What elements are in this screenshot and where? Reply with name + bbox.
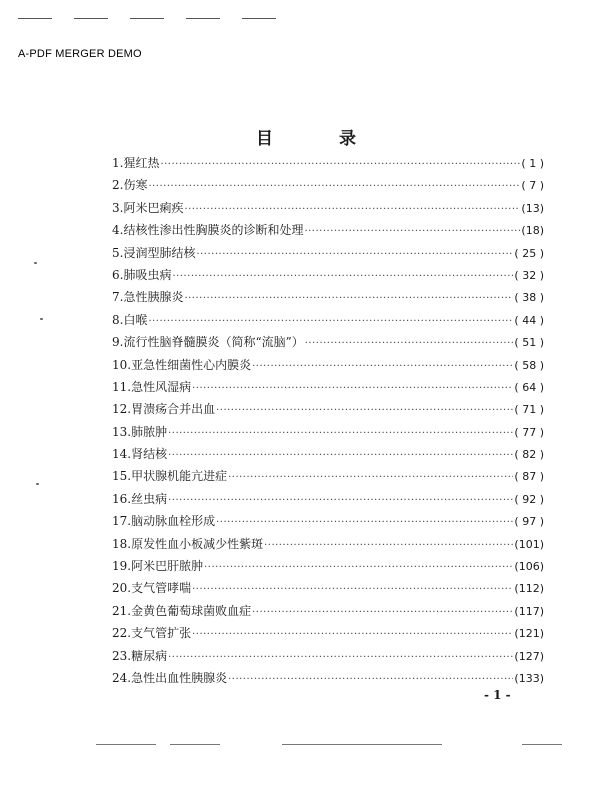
toc-leader-dots <box>204 562 513 573</box>
toc-entry-title: 11.急性风湿病 <box>112 379 192 394</box>
toc-entry-title: 12.胃溃疡合并出血 <box>112 402 216 417</box>
toc-leader-dots <box>252 361 513 372</box>
toc-entry <box>112 176 544 198</box>
toc-entry-title: 20.支气管哮喘 <box>112 581 192 596</box>
scan-line <box>522 744 562 745</box>
toc-entry <box>112 356 544 378</box>
toc-entry-title: 24.急性出血性胰腺炎 <box>112 670 228 685</box>
toc-entry <box>112 624 544 646</box>
toc-leader-dots <box>168 652 513 663</box>
toc-entry-page: ( 58 ) <box>514 358 544 372</box>
toc-leader-dots <box>252 607 513 618</box>
toc-entry-title: 8.白喉 <box>112 312 148 327</box>
toc-entry-page: (117) <box>514 604 544 618</box>
toc-entry-title: 1.猩红热 <box>112 156 160 170</box>
toc-entry-title: 17.脑动脉血栓形成 <box>112 514 216 529</box>
toc-entry <box>112 311 544 333</box>
toc-entry-title: 22.支气管扩张 <box>112 626 192 641</box>
toc-entry <box>112 423 544 445</box>
page-number: - 1 - <box>484 688 511 702</box>
toc-entry-page: ( 77 ) <box>514 425 544 439</box>
toc-entry <box>112 490 544 512</box>
toc-entry-page: (133) <box>514 671 544 685</box>
toc-entry-page: ( 64 ) <box>514 380 544 394</box>
toc-leader-dots <box>160 159 520 170</box>
toc-entry-title: 19.阿米巴肝脓肿 <box>112 559 204 574</box>
toc-entry-title: 7.急性胰腺炎 <box>112 290 184 305</box>
toc-entry <box>112 244 544 266</box>
toc-entry-page: ( 92 ) <box>514 492 544 506</box>
toc-leader-dots <box>228 472 513 483</box>
toc-leader-dots <box>216 405 513 416</box>
toc-entry <box>112 154 544 176</box>
toc-entry-page: ( 7 ) <box>521 179 544 193</box>
toc-entry <box>112 512 544 534</box>
toc-entry-page: ( 25 ) <box>514 246 544 260</box>
top-scan-marks <box>18 18 276 19</box>
toc-entry <box>112 400 544 422</box>
toc-leader-dots <box>168 450 513 461</box>
toc-entry-page: ( 71 ) <box>514 403 544 417</box>
toc-leader-dots <box>148 181 520 192</box>
toc-entry-page: (13) <box>521 201 544 215</box>
toc-entry-title: 18.原发性血小板减少性紫斑 <box>112 536 264 551</box>
toc-entry <box>112 535 544 557</box>
toc-leader-dots <box>168 495 513 506</box>
toc-entry-page: ( 51 ) <box>514 336 544 350</box>
toc-leader-dots <box>148 316 513 327</box>
watermark-text: A-PDF MERGER DEMO <box>18 48 142 60</box>
toc-entry <box>112 669 544 691</box>
toc-entry-title: 2.伤寒 <box>112 178 148 193</box>
toc-entry-page: (101) <box>514 537 544 551</box>
toc-leader-dots <box>184 204 520 215</box>
toc-entry <box>112 333 544 355</box>
scan-line <box>282 744 442 745</box>
toc-entry <box>112 579 544 601</box>
toc-entry <box>112 221 544 243</box>
scan-speck <box>36 483 39 485</box>
toc-entry-title: 5.浸润型肺结核 <box>112 245 196 260</box>
toc-entry-page: ( 1 ) <box>521 157 544 170</box>
toc-leader-dots <box>228 674 513 685</box>
toc-leader-dots <box>304 226 520 237</box>
toc-entry-title: 10.亚急性细菌性心内膜炎 <box>112 357 252 372</box>
toc-entry-page: (18) <box>521 224 544 238</box>
toc-entry-page: ( 87 ) <box>514 470 544 484</box>
toc-entry-page: (106) <box>514 560 544 574</box>
scan-dash <box>186 18 220 19</box>
scan-dash <box>18 18 52 19</box>
toc-entry-title: 13.肺脓肿 <box>112 424 168 439</box>
toc-entry-page: ( 32 ) <box>514 268 544 282</box>
toc-entry-title: 23.糖尿病 <box>112 648 168 663</box>
toc-entry <box>112 467 544 489</box>
toc-entry-title: 9.流行性脑脊髓膜炎（简称“流脑”） <box>112 335 304 350</box>
toc-entry <box>112 557 544 579</box>
scan-line <box>96 744 156 745</box>
toc-leader-dots <box>192 383 513 394</box>
toc-leader-dots <box>168 428 513 439</box>
toc-entry <box>112 602 544 624</box>
toc-entry-title: 15.甲状腺机能亢进症 <box>112 469 228 484</box>
toc-leader-dots <box>184 293 513 304</box>
toc-entry <box>112 647 544 669</box>
toc-leader-dots <box>192 584 513 595</box>
toc-entry-page: ( 82 ) <box>514 448 544 462</box>
scan-dash <box>74 18 108 19</box>
toc-entry-page: ( 44 ) <box>514 313 544 327</box>
toc-entry-page: (127) <box>514 649 544 663</box>
toc-entry <box>112 378 544 400</box>
toc-leader-dots <box>192 629 513 640</box>
scan-dash <box>130 18 164 19</box>
toc-leader-dots <box>305 338 514 349</box>
toc-entry-page: ( 97 ) <box>514 515 544 529</box>
scan-speck <box>40 318 43 320</box>
toc-entry-page: (121) <box>514 627 544 641</box>
scan-dash <box>242 18 276 19</box>
toc-leader-dots <box>216 517 513 528</box>
toc-entry-title: 21.金黄色葡萄球菌败血症 <box>112 603 252 618</box>
scan-line <box>170 744 220 745</box>
page-title: 目 录 <box>256 129 386 150</box>
toc-entry <box>112 445 544 467</box>
table-of-contents <box>112 154 544 691</box>
scan-speck <box>34 262 37 264</box>
toc-entry-title: 4.结核性渗出性胸膜炎的诊断和处理 <box>112 223 304 238</box>
toc-entry-title: 6.肺吸虫病 <box>112 267 172 282</box>
toc-leader-dots <box>172 271 513 282</box>
toc-entry-page: ( 38 ) <box>514 291 544 305</box>
toc-entry <box>112 266 544 288</box>
toc-entry-title: 14.肾结核 <box>112 447 168 462</box>
toc-entry-title: 3.阿米巴痢疾 <box>112 200 184 215</box>
toc-entry <box>112 199 544 221</box>
toc-entry <box>112 288 544 310</box>
toc-entry-page: (112) <box>514 582 544 596</box>
toc-entry-title: 16.丝虫病 <box>112 491 168 506</box>
toc-leader-dots <box>264 540 513 551</box>
toc-leader-dots <box>196 249 513 260</box>
